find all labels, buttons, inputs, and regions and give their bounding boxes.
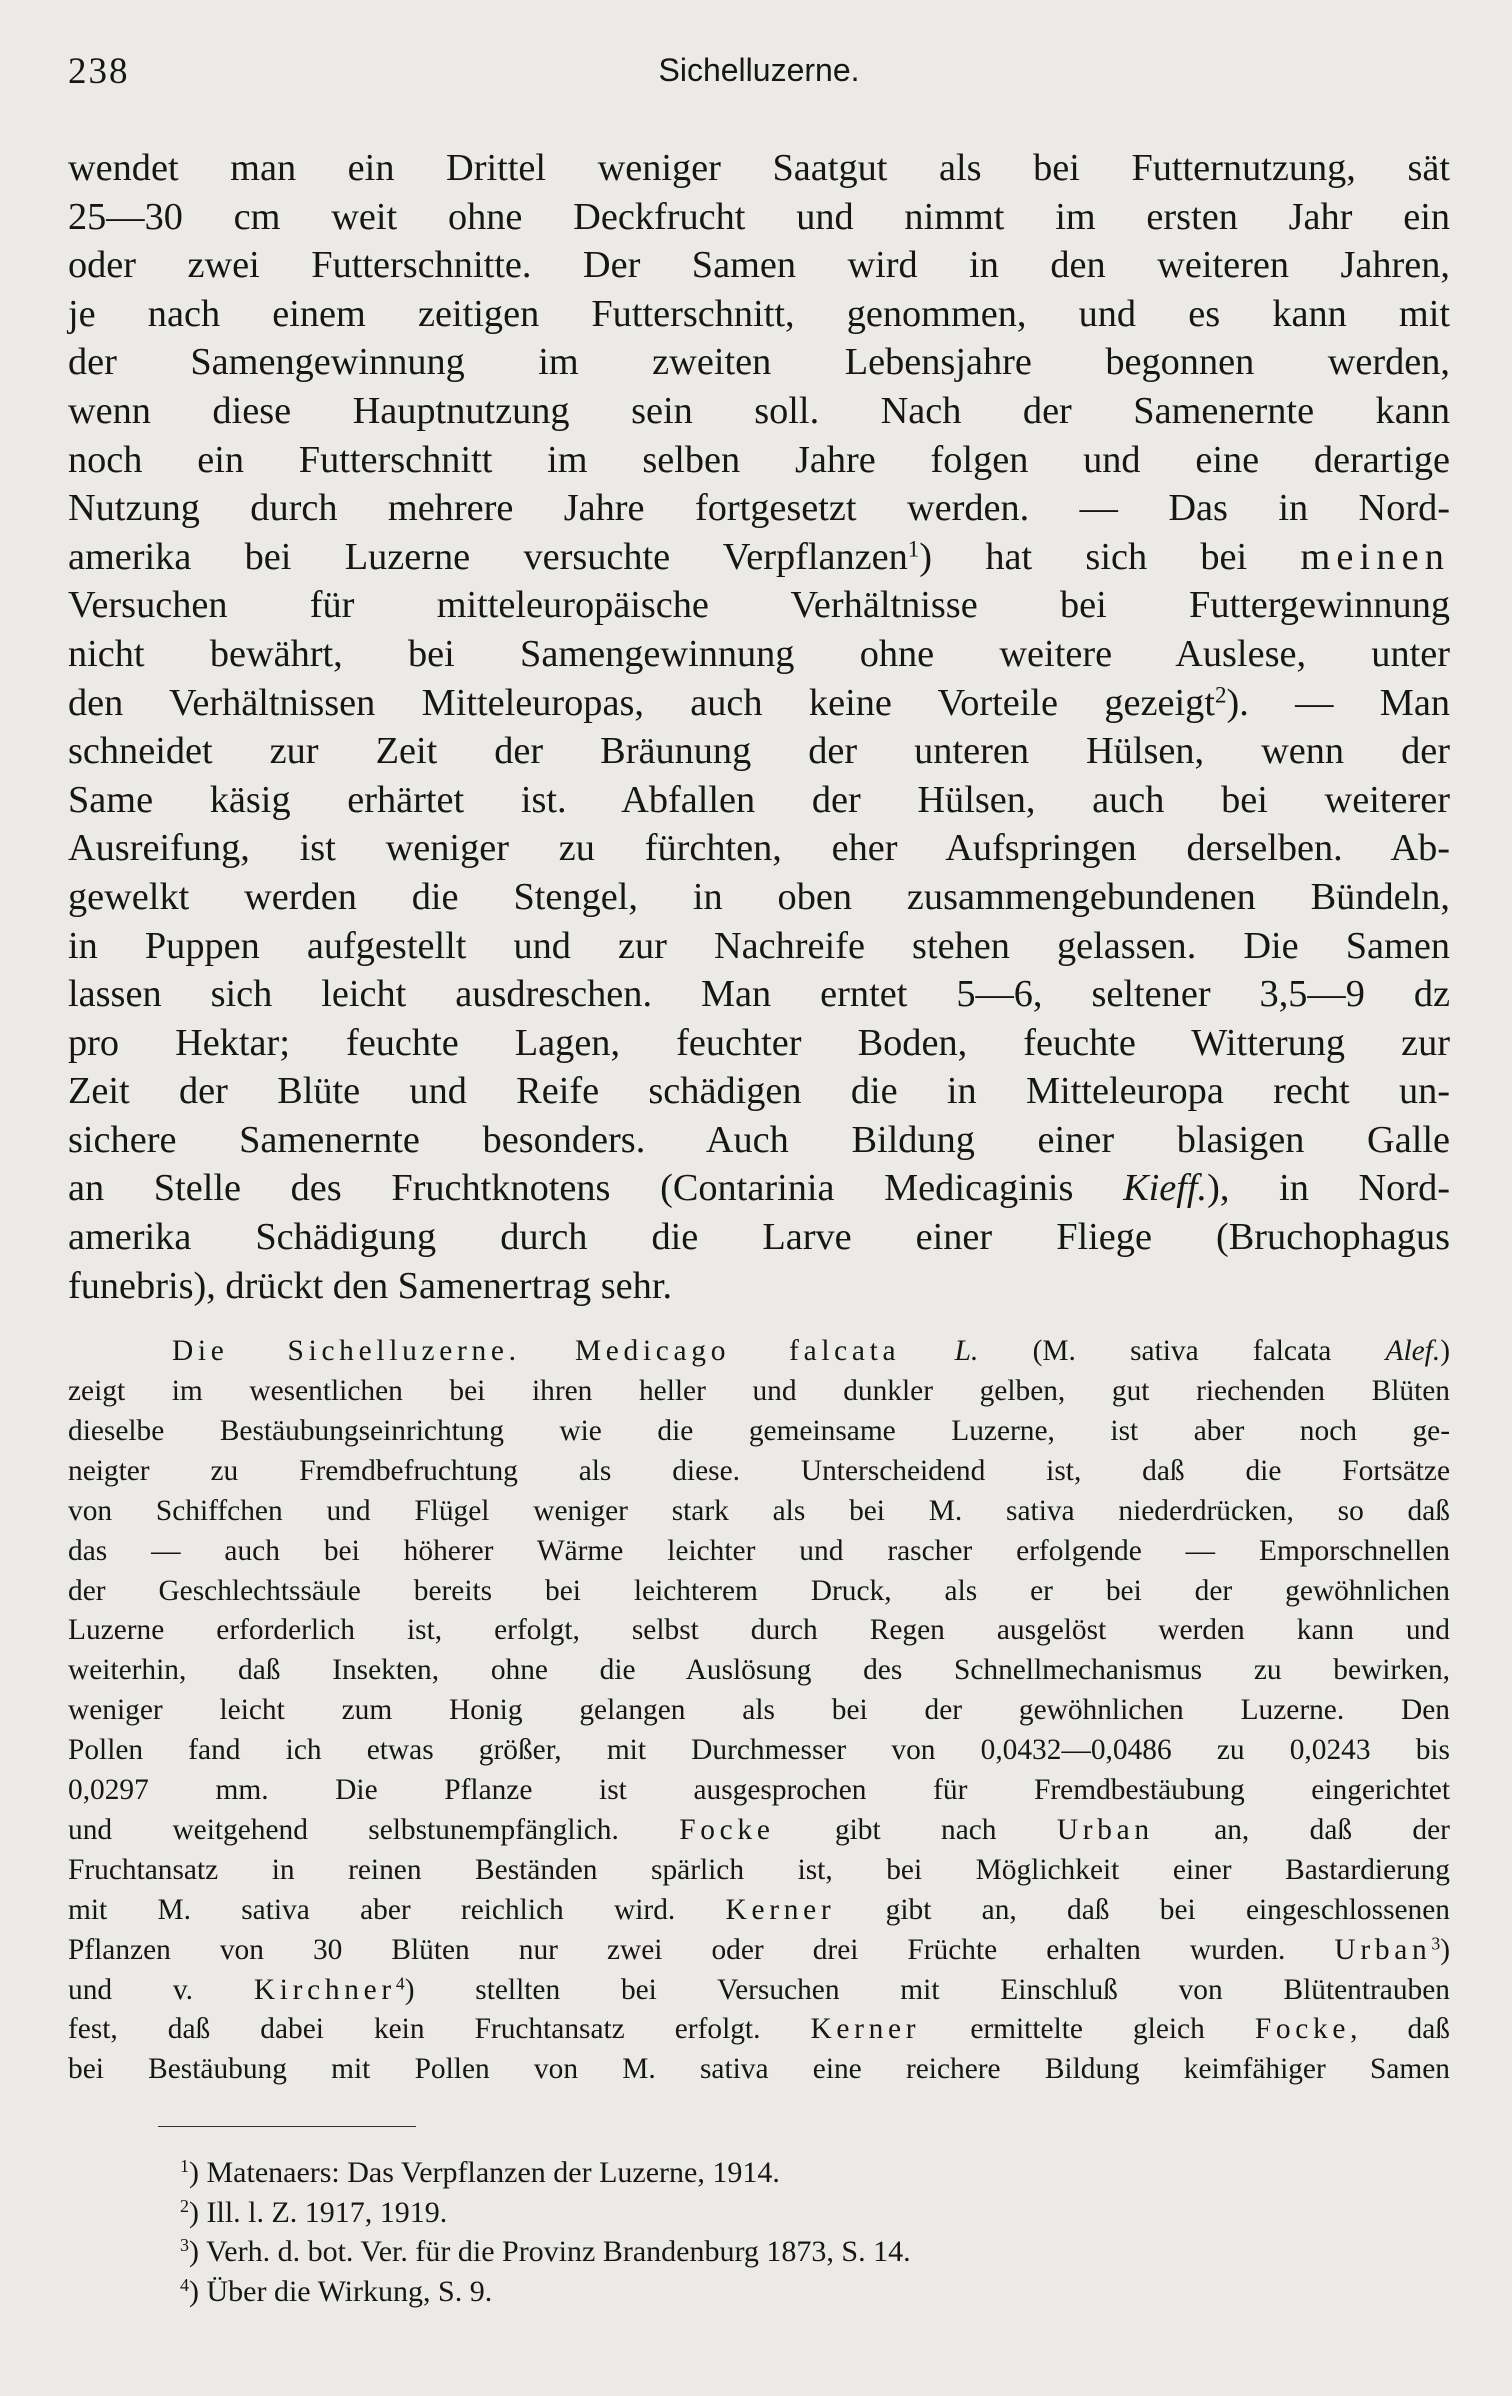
text-line: bei Bestäubung mit Pollen von M. sativa eine reichere Bildung keimfähiger Samen — [68, 2053, 1450, 2086]
text-run: ) — [1440, 1335, 1450, 1368]
text-line — [68, 1931, 1450, 1971]
species-name: Medicago falcata — [574, 1335, 901, 1368]
text-line: der Geschlechtssäule bereits bei leichterem Druck, als er bei der gewöhnlichen — [68, 1574, 1450, 1607]
text-line: Luzerne erforderlich ist, erfolgt, selbst durch Regen ausgelöst werden kann und — [68, 1614, 1450, 1647]
text-line: wenn diese Hauptnutzung sein soll. Nach der Samenernte kann — [68, 389, 1450, 432]
footnote-divider — [158, 2126, 416, 2127]
footnote-text: ) Matenaers: Das Verpflanzen der Luzerne, 1914. — [189, 2156, 780, 2190]
text-run: ) — [1440, 1933, 1450, 1966]
text-line: Ausreifung, ist weniger zu fürchten, eher Aufspringen derselben. Ab- — [68, 827, 1450, 870]
running-title: Sichelluzerne. — [658, 52, 860, 88]
text-line: Versuchen für mitteleuropäische Verhältnisse bei Futtergewinnung — [68, 584, 1450, 627]
text-line: nicht bewährt, bei Samengewinnung ohne weitere Auslese, unter — [68, 632, 1450, 675]
text-line — [68, 533, 1450, 582]
text-line: zeigt im wesentlichen bei ihren heller und dunkler gelben, gut riechenden Blüten — [68, 1375, 1450, 1408]
text-line: noch ein Futterschnitt im selben Jahre folgen und eine derartige — [68, 438, 1450, 481]
synonym: (M. sativa falcata — [1032, 1335, 1332, 1368]
footnote-text: ) Über die Wirkung, S. 9. — [189, 2274, 493, 2308]
main-paragraph — [68, 144, 1450, 1310]
text-line: weiterhin, daß Insekten, ohne die Auslösung des Schnellmechanismus zu bewirken, — [68, 1654, 1450, 1687]
footnote-ref: 2 — [1214, 681, 1227, 707]
text-line: gewelkt werden die Stengel, in oben zusammengebundenen Bündeln, — [68, 875, 1450, 918]
text-run: an Stelle des Fruchtknotens (Contarinia Medicaginis — [68, 1167, 1074, 1210]
text-run: mit M. sativa aber reichlich wird. — [68, 1893, 676, 1926]
page-header — [68, 0, 1450, 100]
text-run: an, daß der — [1214, 1813, 1450, 1846]
text-run: Pflanzen von 30 Blüten nur zwei oder drei Früchte erhalten wurden. — [68, 1933, 1286, 1966]
text-run: ). — Man — [1226, 681, 1450, 724]
footnote-ref: 1 — [907, 536, 920, 562]
text-line: dieselbe Bestäubungseinrichtung wie die gemeinsame Luzerne, ist aber noch ge- — [68, 1415, 1450, 1448]
text-run: fest, daß dabei kein Fruchtansatz erfolgt. — [68, 2013, 761, 2046]
text-run: ) hat sich bei — [919, 535, 1248, 578]
text-line — [68, 1332, 1450, 1372]
text-line — [68, 679, 1450, 728]
text-run: ), in Nord- — [1207, 1167, 1450, 1210]
text-line — [68, 1811, 1450, 1851]
text-run: gibt nach — [834, 1813, 997, 1846]
synonym-authority: Alef. — [1385, 1335, 1441, 1368]
author-name: Focke — [1254, 2013, 1351, 2046]
text-line: 0,0297 mm. Die Pflanze ist ausgesprochen für Fremdbestäubung eingerichtet — [68, 1774, 1450, 1807]
text-line: Fruchtansatz in reinen Beständen spärlich ist, bei Möglichkeit einer Bastardierung — [68, 1853, 1450, 1886]
text-line: Zeit der Blüte und Reife schädigen die in Mitteleuropa recht un- — [68, 1070, 1450, 1113]
footnote — [180, 2272, 1450, 2312]
text-line: lassen sich leicht ausdreschen. Man erntet 5—6, seltener 3,5—9 dz — [68, 973, 1450, 1016]
author-name: Focke — [679, 1813, 775, 1846]
italic-author: Kieff. — [1123, 1167, 1208, 1210]
footnotes — [180, 2153, 1450, 2311]
text-line: 25—30 cm weit ohne Deckfrucht und nimmt im ersten Jahr ein — [68, 195, 1450, 238]
author-name: Kerner — [725, 1893, 836, 1926]
text-run: und weitgehend selbstunempfänglich. — [68, 1813, 619, 1846]
text-run: amerika bei Luzerne versuchte Verpflanzen — [68, 535, 908, 578]
text-line: funebris), drückt den Samenertrag sehr. — [68, 1264, 673, 1307]
author-name: Kirchner — [253, 1973, 396, 2006]
text-line: weniger leicht zum Honig gelangen als bei der gewöhnlichen Luzerne. Den — [68, 1694, 1450, 1727]
text-line — [68, 1164, 1450, 1213]
text-run: ermittelte gleich — [970, 2013, 1205, 2046]
footnote — [180, 2193, 1450, 2233]
text-run: und v. — [68, 1973, 194, 2006]
footnote-mark: 2 — [180, 2195, 189, 2216]
text-line: schneidet zur Zeit der Bräunung der unteren Hülsen, wenn der — [68, 730, 1450, 773]
page-number: 238 — [68, 51, 130, 92]
text-line: Pollen fand ich etwas größer, mit Durchmesser von 0,0432—0,0486 zu 0,0243 bis — [68, 1734, 1450, 1767]
text-line — [68, 2010, 1450, 2050]
text-line: amerika Schädigung durch die Larve einer Fliege (Bruchophagus — [68, 1216, 1450, 1259]
text-line: Nutzung durch mehrere Jahre fortgesetzt werden. — Das in Nord- — [68, 487, 1450, 530]
footnote-mark: 3 — [180, 2235, 189, 2256]
text-line — [68, 1971, 1450, 2011]
authority: L. — [954, 1335, 979, 1368]
text-run: , daß — [1350, 2013, 1450, 2046]
text-line: neigter zu Fremdbefruchtung als diese. Unterscheidend ist, daß die Fortsätze — [68, 1454, 1450, 1487]
small-print-paragraph — [68, 1332, 1450, 2090]
text-line: in Puppen aufgestellt und zur Nachreife stehen gelassen. Die Samen — [68, 924, 1450, 967]
text-line: wendet man ein Drittel weniger Saatgut als bei Futternutzung, sät — [68, 147, 1450, 189]
author-name: Kerner — [810, 2013, 921, 2046]
text-run: gibt an, daß bei eingeschlossenen — [885, 1893, 1450, 1926]
text-line: oder zwei Futterschnitte. Der Samen wird in den weiteren Jahren, — [68, 244, 1450, 287]
text-line: Same käsig erhärtet ist. Abfallen der Hülsen, auch bei weiterer — [68, 778, 1450, 821]
footnote-ref: 3 — [1431, 1932, 1441, 1953]
text-line — [68, 1891, 1450, 1931]
text-line: sichere Samenernte besonders. Auch Bildung einer blasigen Galle — [68, 1118, 1450, 1161]
text-line: das — auch bei höherer Wärme leichter und rascher erfolgende — Emporschnellen — [68, 1534, 1450, 1567]
text-line: je nach einem zeitigen Futterschnitt, genommen, und es kann mit — [68, 292, 1450, 335]
spaced-emphasis: meinen — [1300, 535, 1451, 578]
footnote-text: ) Verh. d. bot. Ver. für die Provinz Brandenburg 1873, S. 14. — [189, 2235, 911, 2269]
text-line: der Samengewinnung im zweiten Lebensjahre begonnen werden, — [68, 341, 1450, 384]
text-line: pro Hektar; feuchte Lagen, feuchter Boden, feuchte Witterung zur — [68, 1021, 1450, 1064]
text-line: von Schiffchen und Flügel weniger stark als bei M. sativa niederdrücken, so daß — [68, 1494, 1450, 1527]
author-name: Urban — [1334, 1933, 1432, 1966]
footnote — [180, 2153, 1450, 2193]
text-run: den Verhältnissen Mitteleuropas, auch keine Vorteile gezeigt — [68, 681, 1215, 724]
author-name: Urban — [1056, 1813, 1154, 1846]
section-title: Die Sichelluzerne. — [172, 1335, 521, 1368]
footnote-text: ) Ill. l. Z. 1917, 1919. — [189, 2195, 448, 2229]
footnote-mark: 4 — [180, 2274, 189, 2295]
footnote — [180, 2232, 1450, 2272]
text-run: ) stellten bei Versuchen mit Einschluß von Blütentrauben — [404, 1973, 1450, 2006]
footnote-mark: 1 — [180, 2156, 189, 2177]
footnote-ref: 4 — [395, 1972, 405, 1993]
